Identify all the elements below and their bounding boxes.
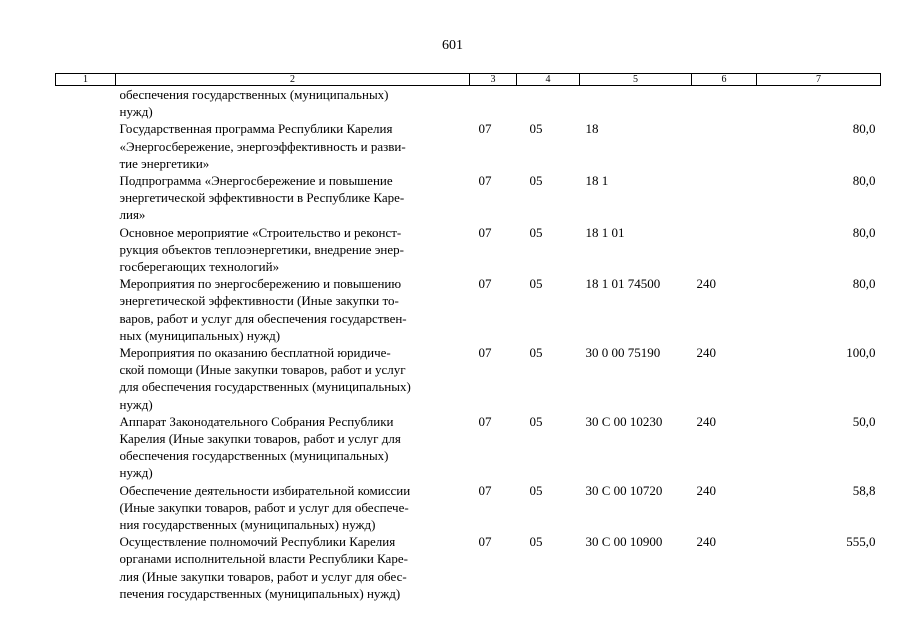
row-section-cell bbox=[470, 86, 517, 121]
row-number-cell bbox=[56, 120, 116, 172]
row-number-cell bbox=[56, 172, 116, 224]
header-col-5: 5 bbox=[580, 74, 692, 86]
row-section-cell: 07 bbox=[478, 482, 492, 498]
row-amount-cell: 555,0 bbox=[846, 534, 876, 550]
row-number-cell bbox=[56, 482, 116, 534]
row-expense-type-cell: 240 bbox=[696, 345, 716, 361]
row-target-code-cell: 30 0 00 75190 bbox=[585, 345, 661, 361]
row-subsection-cell: 05 bbox=[529, 121, 543, 137]
row-section-cell: 07 bbox=[478, 173, 492, 189]
row-target-code-cell bbox=[580, 86, 692, 121]
table-row bbox=[56, 413, 881, 482]
row-number-cell bbox=[56, 413, 116, 482]
table-row bbox=[56, 224, 881, 276]
row-name-cell: Мероприятия по энергосбережению и повышению энергетической эффективности (Иные закупки то- варов, работ и услуг для обеспечения государствен- ных (муниципальных) нужд) bbox=[119, 276, 407, 343]
row-name-cell: Основное мероприятие «Строительство и реконст- рукция объектов теплоэнергетики, внедрение энер- госберегающих технологий» bbox=[119, 224, 404, 275]
row-amount-cell: 80,0 bbox=[852, 224, 876, 240]
row-expense-type-cell bbox=[692, 86, 757, 121]
table-row bbox=[56, 86, 881, 121]
row-subsection-cell: 05 bbox=[529, 482, 543, 498]
header-col-7: 7 bbox=[757, 74, 881, 86]
row-name-cell: Подпрограмма «Энергосбережение и повышение энергетической эффективности в Республике Каре- лия» bbox=[119, 173, 405, 223]
row-number-cell bbox=[56, 275, 116, 344]
row-amount-cell: 58,8 bbox=[852, 482, 876, 498]
table-row bbox=[56, 275, 881, 344]
header-col-1: 1 bbox=[56, 74, 116, 86]
row-target-code-cell: 18 1 bbox=[585, 173, 609, 189]
row-expense-type-cell: 240 bbox=[696, 413, 716, 429]
row-target-code-cell: 18 1 01 74500 bbox=[585, 276, 661, 292]
row-subsection-cell: 05 bbox=[529, 345, 543, 361]
row-target-code-cell: 18 1 01 bbox=[585, 224, 625, 240]
row-section-cell: 07 bbox=[478, 121, 492, 137]
row-section-cell: 07 bbox=[478, 413, 492, 429]
row-name-cell: обеспечения государственных (муниципальных) нужд) bbox=[119, 87, 389, 120]
row-amount-cell: 80,0 bbox=[852, 276, 876, 292]
row-target-code-cell: 30 С 00 10720 bbox=[585, 482, 663, 498]
row-subsection-cell bbox=[517, 86, 580, 121]
row-amount-cell bbox=[757, 86, 881, 121]
row-expense-type-cell: 240 bbox=[696, 482, 716, 498]
row-expense-type-cell bbox=[692, 224, 757, 276]
table-row bbox=[56, 344, 881, 413]
header-col-6: 6 bbox=[692, 74, 757, 86]
row-name-cell: Осуществление полномочий Республики Карелия органами исполнительной власти Республики Каре- лия (Иные закупки товаров, работ и услуг для обес- печения государственных (муниципальных) нужд) bbox=[119, 534, 408, 601]
row-amount-cell: 80,0 bbox=[852, 173, 876, 189]
row-expense-type-cell: 240 bbox=[696, 534, 716, 550]
row-target-code-cell: 18 bbox=[585, 121, 599, 137]
row-section-cell: 07 bbox=[478, 534, 492, 550]
row-section-cell: 07 bbox=[478, 224, 492, 240]
row-expense-type-cell bbox=[692, 120, 757, 172]
row-number-cell bbox=[56, 224, 116, 276]
header-col-4: 4 bbox=[517, 74, 580, 86]
header-col-3: 3 bbox=[470, 74, 517, 86]
row-number-cell bbox=[56, 86, 116, 121]
row-amount-cell: 100,0 bbox=[846, 345, 876, 361]
row-number-cell bbox=[56, 533, 116, 602]
row-subsection-cell: 05 bbox=[529, 276, 543, 292]
row-subsection-cell: 05 bbox=[529, 534, 543, 550]
header-row bbox=[56, 74, 881, 86]
table-body bbox=[56, 86, 881, 603]
row-name-cell: Мероприятия по оказанию бесплатной юридиче- ской помощи (Иные закупки товаров, работ и услуг для обеспечения государственных (муниципальных) нужд) bbox=[119, 345, 411, 412]
row-amount-cell: 80,0 bbox=[852, 121, 876, 137]
table-row bbox=[56, 172, 881, 224]
row-name-cell: Аппарат Законодательного Собрания Республики Карелия (Иные закупки товаров, работ и услуг для обеспечения государственных (муниципальных) нужд) bbox=[119, 413, 401, 481]
row-target-code-cell: 30 С 00 10230 bbox=[585, 413, 663, 429]
row-number-cell bbox=[56, 344, 116, 413]
table-row bbox=[56, 482, 881, 534]
row-subsection-cell: 05 bbox=[529, 173, 543, 189]
table-row bbox=[56, 120, 881, 172]
row-section-cell: 07 bbox=[478, 276, 492, 292]
row-subsection-cell: 05 bbox=[529, 413, 543, 429]
row-amount-cell: 50,0 bbox=[852, 413, 876, 429]
row-expense-type-cell: 240 bbox=[696, 276, 716, 292]
row-expense-type-cell bbox=[692, 172, 757, 224]
header-col-2: 2 bbox=[116, 74, 470, 86]
row-target-code-cell: 30 С 00 10900 bbox=[585, 534, 663, 550]
row-name-cell: Обеспечение деятельности избирательной комиссии (Иные закупки товаров, работ и услуг для обеспече- ния государственных (муниципальных) нужд) bbox=[119, 482, 411, 533]
budget-table bbox=[55, 73, 881, 602]
table-header bbox=[56, 74, 881, 86]
row-section-cell: 07 bbox=[478, 345, 492, 361]
page-number: 601 bbox=[442, 38, 463, 53]
row-name-cell: Государственная программа Республики Карелия «Энергосбережение, энергоэффективность и разви- тие энергетики» bbox=[119, 121, 406, 171]
row-subsection-cell: 05 bbox=[529, 224, 543, 240]
table-row bbox=[56, 533, 881, 602]
